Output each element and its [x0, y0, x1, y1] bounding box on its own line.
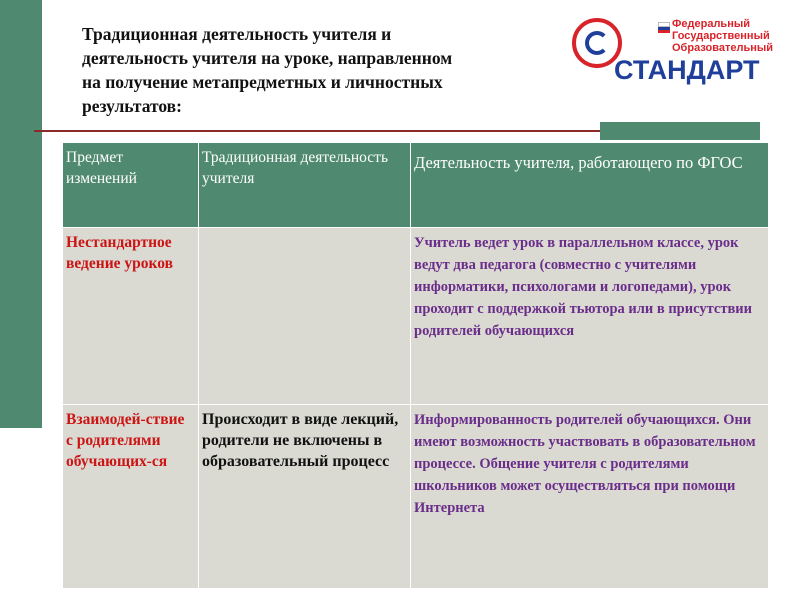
header-fgos: Деятельность учителя, работающего по ФГОС: [411, 143, 769, 228]
cell-fgos: Учитель ведет урок в параллельном классе, урок ведут два педагога (совместно с учителями информатики, психологами и логопедами), урок проходит с поддержкой тьютора или в присутствии родителей обучающихся: [411, 228, 769, 405]
table-row: [63, 228, 769, 405]
cell-traditional: Происходит в виде лекций, родители не включены в образовательный процесс: [199, 405, 411, 589]
title-divider: [34, 130, 600, 132]
cell-subject: Нестандартное ведение уроков: [63, 228, 199, 405]
logo-small-text: Федеральный Государственный Образовательный: [672, 18, 774, 54]
logo-inner-ring-icon: [585, 31, 609, 55]
right-decor-bar: [600, 122, 760, 140]
cell-subject: Взаимодей-ствие с родителями обучающих-ся: [63, 405, 199, 589]
logo-big-text: СТАНДАРТ: [614, 55, 760, 85]
table-header-row: [63, 143, 769, 228]
slide-title: Традиционная деятельность учителя и деятельность учителя на уроке, направленном на получение метапредметных и личностных результатов:: [82, 24, 453, 116]
cell-fgos: Информированность родителей обучающихся. Они имеют возможность участвовать в образовательном процессе. Общение учителя с родителями школьников может осуществляться при помощи Интернета: [411, 405, 769, 589]
left-decor-bar: [0, 0, 42, 428]
header-subject: Предмет изменений: [63, 143, 199, 228]
russian-flag-icon: [658, 22, 670, 31]
fgos-logo: [572, 14, 774, 85]
cell-traditional: [199, 228, 411, 405]
comparison-table: [62, 142, 769, 589]
header-traditional: Традиционная деятельность учителя: [199, 143, 411, 228]
table-row: [63, 405, 769, 589]
